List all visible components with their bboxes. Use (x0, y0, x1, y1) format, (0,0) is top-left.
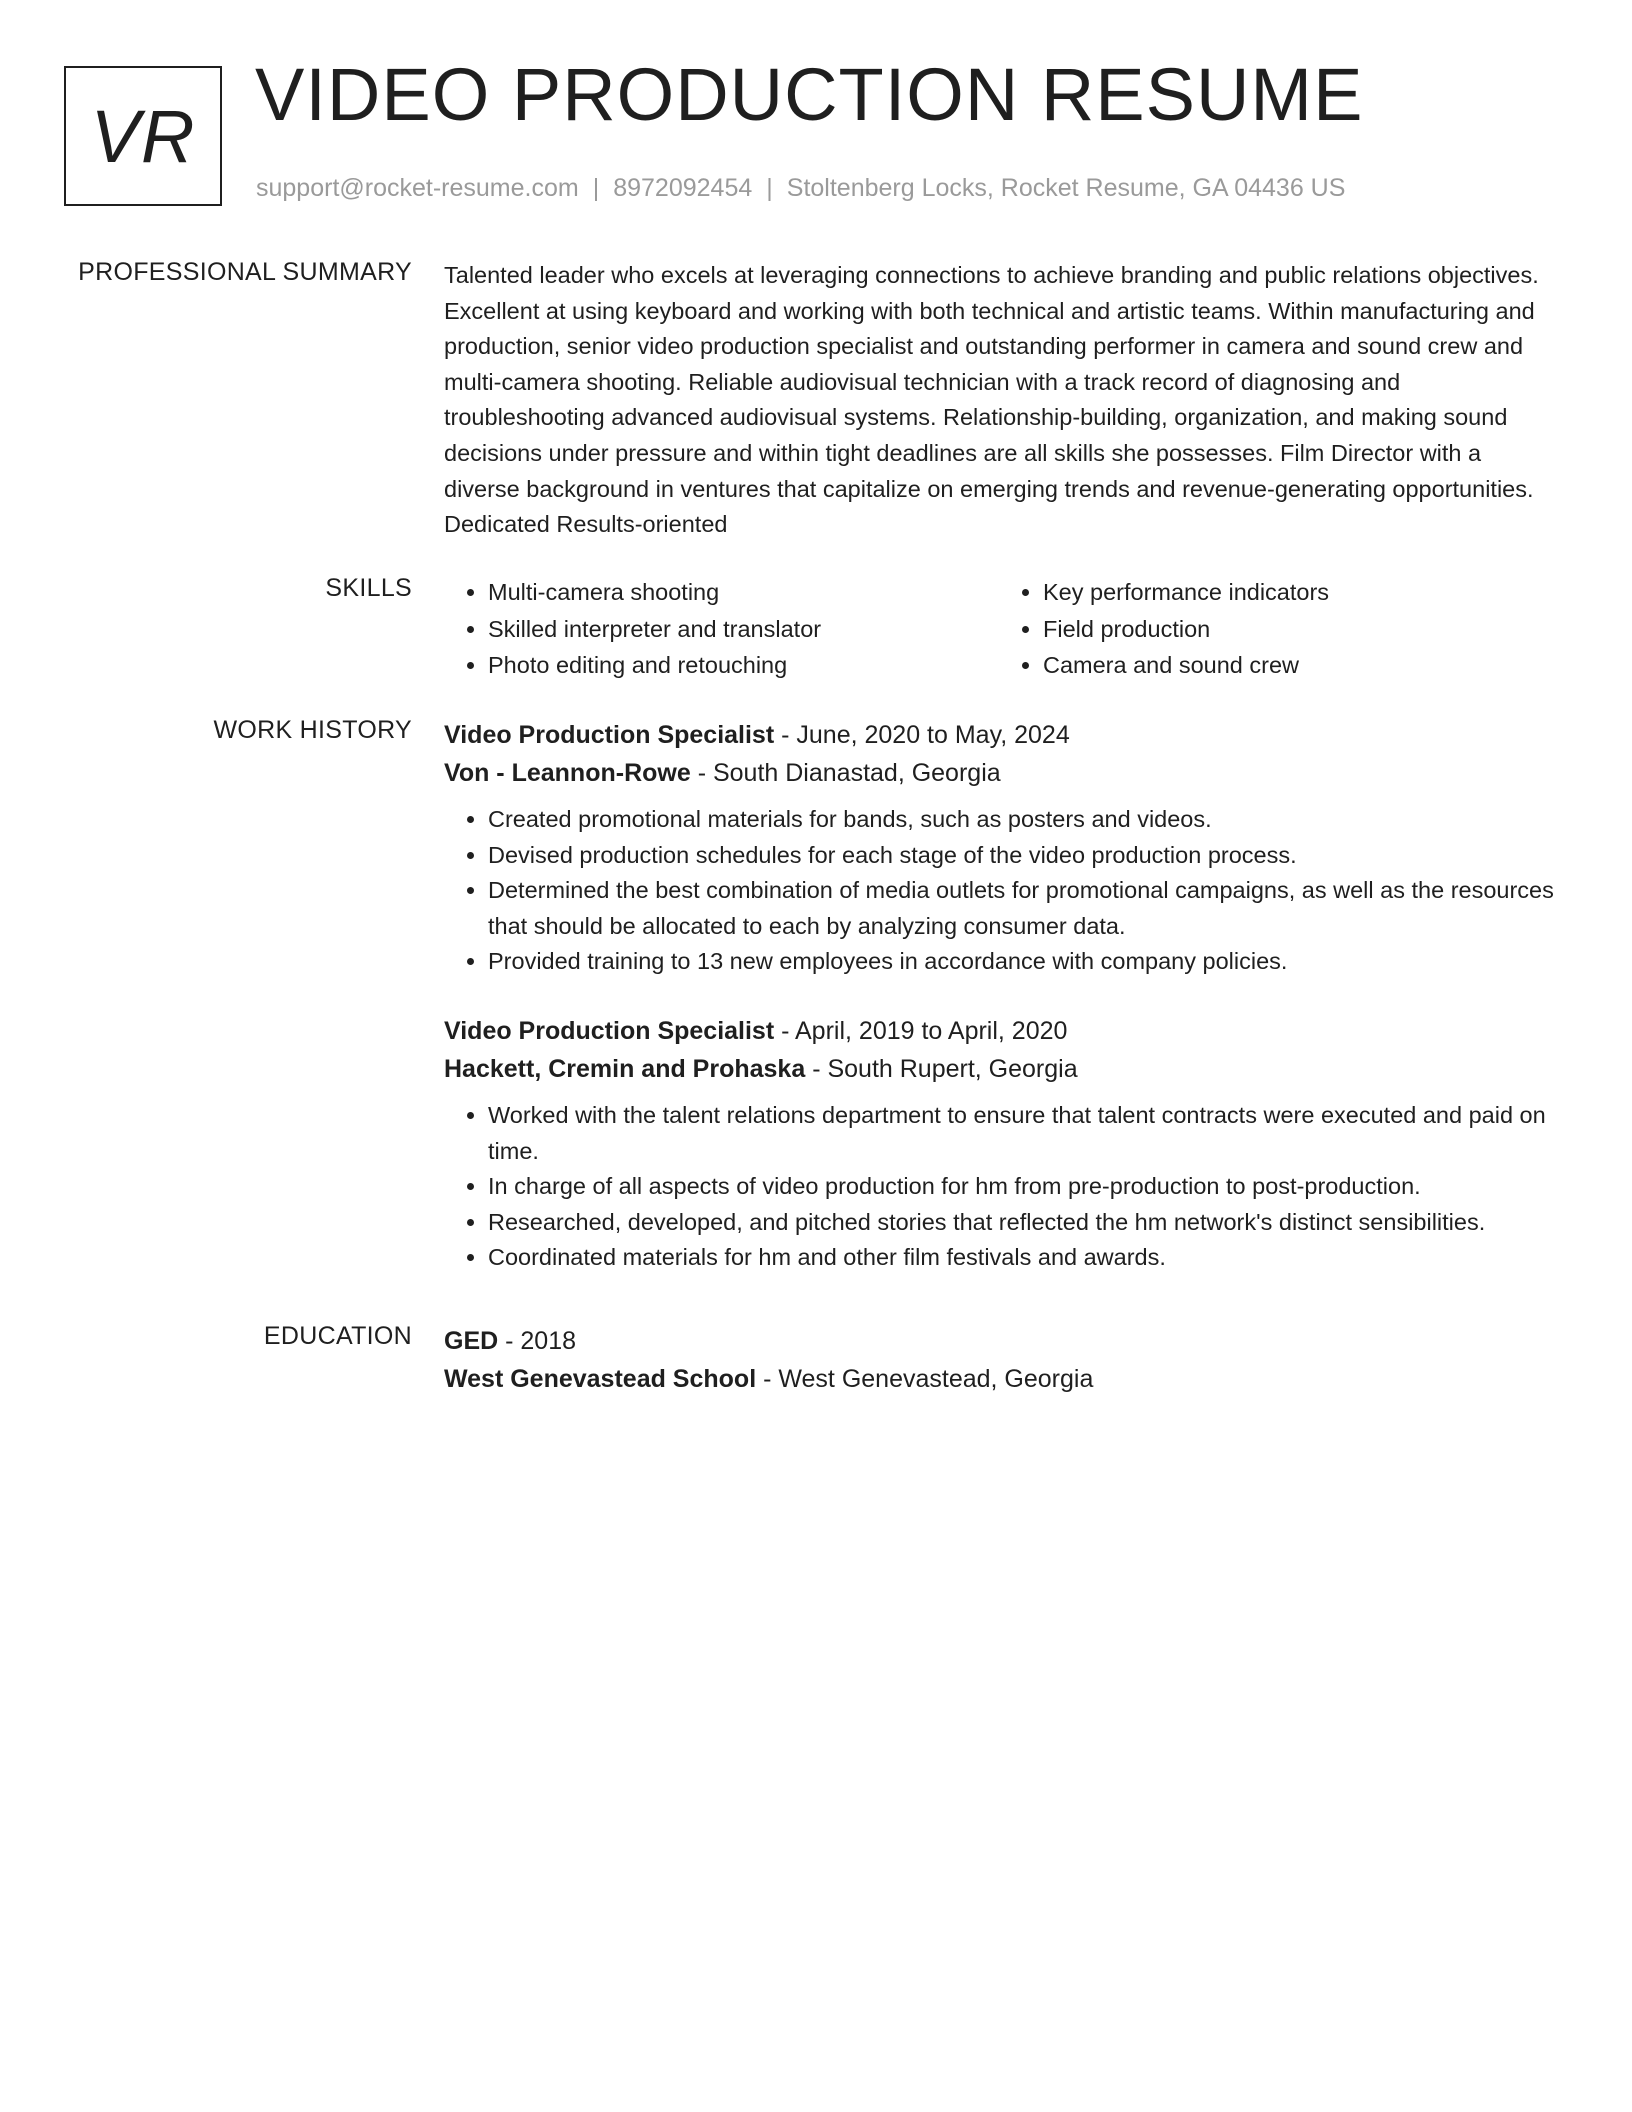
work-entries (444, 716, 1554, 1276)
job-bullet: • Coordinated materials for hm and other film festivals and awards. (488, 1240, 1554, 1276)
job-bullet: • Determined the best combination of media outlets for promotional campaigns, as well as the resources that should be allocated to each by analyzing consumer data. (488, 873, 1554, 944)
skill-item: • Multi-camera shooting (488, 574, 999, 611)
job-entry (444, 716, 1554, 980)
job-bullet: • Created promotional materials for bands, such as posters and videos. (488, 802, 1554, 838)
job-bullets (444, 802, 1554, 980)
job-location: - South Dianastad, Georgia (690, 759, 1001, 787)
monogram-logo: VR (64, 66, 222, 206)
skill-item: • Camera and sound crew (1043, 647, 1554, 684)
skills-list-right (999, 574, 1554, 684)
section-heading: EDUCATION (263, 1322, 412, 1350)
skill-item: • Photo editing and retouching (488, 647, 999, 684)
job-bullet: • In charge of all aspects of video production for hm from pre-production to post-production. (488, 1169, 1554, 1205)
skill-item: • Field production (1043, 611, 1554, 648)
job-title-line (444, 1012, 1554, 1050)
section-heading: PROFESSIONAL SUMMARY (78, 258, 412, 286)
contact-email[interactable]: support@rocket-resume.com (256, 174, 579, 202)
education-degree: GED (444, 1327, 499, 1355)
job-title: Video Production Specialist (444, 721, 775, 749)
job-company-line (444, 1050, 1554, 1088)
contact-phone[interactable]: 8972092454 (613, 174, 753, 202)
job-bullet: • Devised production schedules for each stage of the video production process. (488, 838, 1554, 874)
skill-item: • Skilled interpreter and translator (488, 611, 999, 648)
skills-list-left (444, 574, 999, 684)
job-dates: - April, 2019 to April, 2020 (774, 1016, 1068, 1045)
section-heading: SKILLS (325, 574, 412, 602)
education-school-line (444, 1360, 1554, 1398)
contact-line (256, 174, 1345, 203)
section-heading: WORK HISTORY (213, 716, 412, 744)
job-bullet: • Worked with the talent relations department to ensure that talent contracts were executed and paid on time. (488, 1098, 1554, 1169)
education-degree-line (444, 1322, 1554, 1360)
job-company: Hackett, Cremin and Prohaska (444, 1054, 806, 1083)
job-company-line (444, 754, 1554, 792)
job-dates: - June, 2020 to May, 2024 (774, 721, 1070, 749)
skills-columns (444, 574, 1554, 684)
job-bullets (444, 1098, 1554, 1276)
resume-title: VIDEO PRODUCTION RESUME (255, 53, 1364, 136)
contact-separator: | (766, 174, 773, 202)
job-title-line (444, 716, 1554, 754)
education-entry (444, 1322, 1554, 1398)
job-title: Video Production Specialist (444, 1016, 775, 1045)
job-bullet: • Researched, developed, and pitched stories that reflected the hm network's distinct sensibilities. (488, 1205, 1554, 1241)
skill-item: • Key performance indicators (1043, 574, 1554, 611)
job-location: - South Rupert, Georgia (805, 1054, 1078, 1083)
contact-separator: | (592, 174, 600, 202)
education-year: - 2018 (498, 1327, 577, 1355)
summary-text: Talented leader who excels at leveraging connections to achieve branding and public relations objectives. Excellent at using keyboard and working with both technical and artistic teams. Within manufacturing and production, senior video production specialist and outstanding performer in camera and sound crew and multi-camera shooting. Reliable audiovisual technician with a track record of diagnosing and troubleshooting advanced audiovisual systems. Relationship-building, organization, and making sound decisions under pressure and within tight deadlines are all skills she possesses. Film Director with a diverse background in ventures that capitalize on emerging trends and revenue-generating opportunities. Dedicated Results-oriented (444, 262, 1539, 538)
education-school: West Genevastead School (444, 1365, 757, 1393)
contact-address: Stoltenberg Locks, Rocket Resume, GA 04436 US (786, 174, 1346, 202)
job-entry (444, 1012, 1554, 1276)
job-bullet: • Provided training to 13 new employees in accordance with company policies. (488, 944, 1554, 980)
education-location: - West Genevastead, Georgia (756, 1365, 1094, 1393)
job-company: Von - Leannon-Rowe (444, 759, 691, 787)
